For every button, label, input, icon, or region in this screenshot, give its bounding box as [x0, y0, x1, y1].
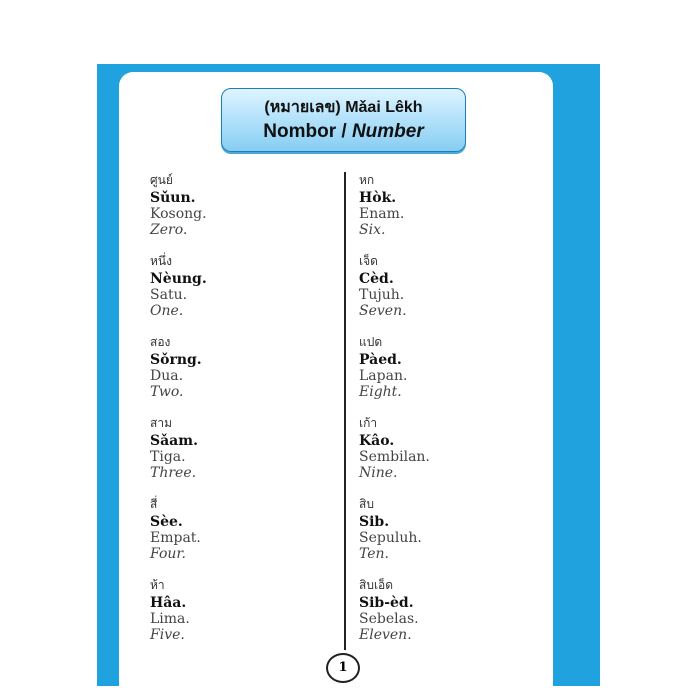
number-entry-eight — [359, 334, 529, 400]
romanization: Pàed. — [359, 352, 402, 368]
number-entry-four — [150, 496, 320, 562]
title-separator: / — [341, 121, 347, 142]
malay-word: Lima. — [150, 611, 190, 627]
number-entry-zero — [150, 172, 320, 238]
title-banner — [221, 88, 466, 152]
number-entry-three — [150, 415, 320, 481]
malay-word: Tujuh. — [359, 287, 405, 303]
title-malay: Nombor — [263, 121, 337, 142]
thai-word: สี่ — [150, 497, 158, 511]
thai-word: สิบ — [359, 497, 374, 511]
english-word: Two. — [150, 384, 184, 400]
thai-word: สิบเอ็ด — [359, 578, 394, 592]
romanization: Sib. — [359, 514, 390, 530]
thai-word: หนึ่ง — [150, 254, 172, 268]
title-main-line — [222, 121, 465, 143]
english-word: Nine. — [359, 465, 398, 481]
romanization: Kâo. — [359, 433, 395, 449]
english-word: Ten. — [359, 546, 390, 562]
column-divider — [344, 172, 346, 650]
romanization: Hòk. — [359, 190, 397, 206]
english-word: Four. — [150, 546, 186, 562]
malay-word: Dua. — [150, 368, 184, 384]
title-thai-line — [222, 95, 465, 120]
malay-word: Lapan. — [359, 368, 408, 384]
number-entry-six — [359, 172, 529, 238]
number-entry-eleven — [359, 577, 529, 643]
number-entry-ten — [359, 496, 529, 562]
malay-word: Sembilan. — [359, 449, 430, 465]
english-word: Three. — [150, 465, 197, 481]
number-entry-five — [150, 577, 320, 643]
thai-word: เจ็ด — [359, 254, 378, 268]
english-word: Eleven. — [359, 627, 412, 643]
malay-word: Sepuluh. — [359, 530, 422, 546]
malay-word: Sebelas. — [359, 611, 419, 627]
english-word: Zero. — [150, 222, 188, 238]
number-entry-one — [150, 253, 320, 319]
thai-word: แปด — [359, 335, 383, 349]
malay-word: Tiga. — [150, 449, 186, 465]
malay-word: Kosong. — [150, 206, 207, 222]
romanization: Sǎam. — [150, 433, 198, 449]
thai-word: สอง — [150, 335, 171, 349]
romanization: Hâa. — [150, 595, 187, 611]
page-number: 1 — [326, 653, 360, 683]
thai-word: ห้า — [150, 578, 165, 592]
romanization: Sèe. — [150, 514, 183, 530]
romanization: Sǔun. — [150, 190, 196, 206]
english-word: Seven. — [359, 303, 407, 319]
title-english: Number — [351, 121, 424, 142]
malay-word: Empat. — [150, 530, 201, 546]
romanization: Nèung. — [150, 271, 207, 287]
title-latin: Mǎai Lêkh — [345, 99, 423, 116]
malay-word: Satu. — [150, 287, 188, 303]
thai-word: หก — [359, 173, 375, 187]
number-entry-two — [150, 334, 320, 400]
english-word: Six. — [359, 222, 386, 238]
english-word: Eight. — [359, 384, 402, 400]
number-entry-nine — [359, 415, 529, 481]
thai-word: สาม — [150, 416, 172, 430]
number-entry-seven — [359, 253, 529, 319]
romanization: Sib-èd. — [359, 595, 414, 611]
english-word: Five. — [150, 627, 185, 643]
romanization: Cèd. — [359, 271, 394, 287]
thai-word: ศูนย์ — [150, 173, 173, 187]
malay-word: Enam. — [359, 206, 405, 222]
romanization: Sǒrng. — [150, 352, 202, 368]
title-thai: (หมายเลข) — [264, 99, 341, 116]
thai-word: เก้า — [359, 416, 378, 430]
english-word: One. — [150, 303, 184, 319]
